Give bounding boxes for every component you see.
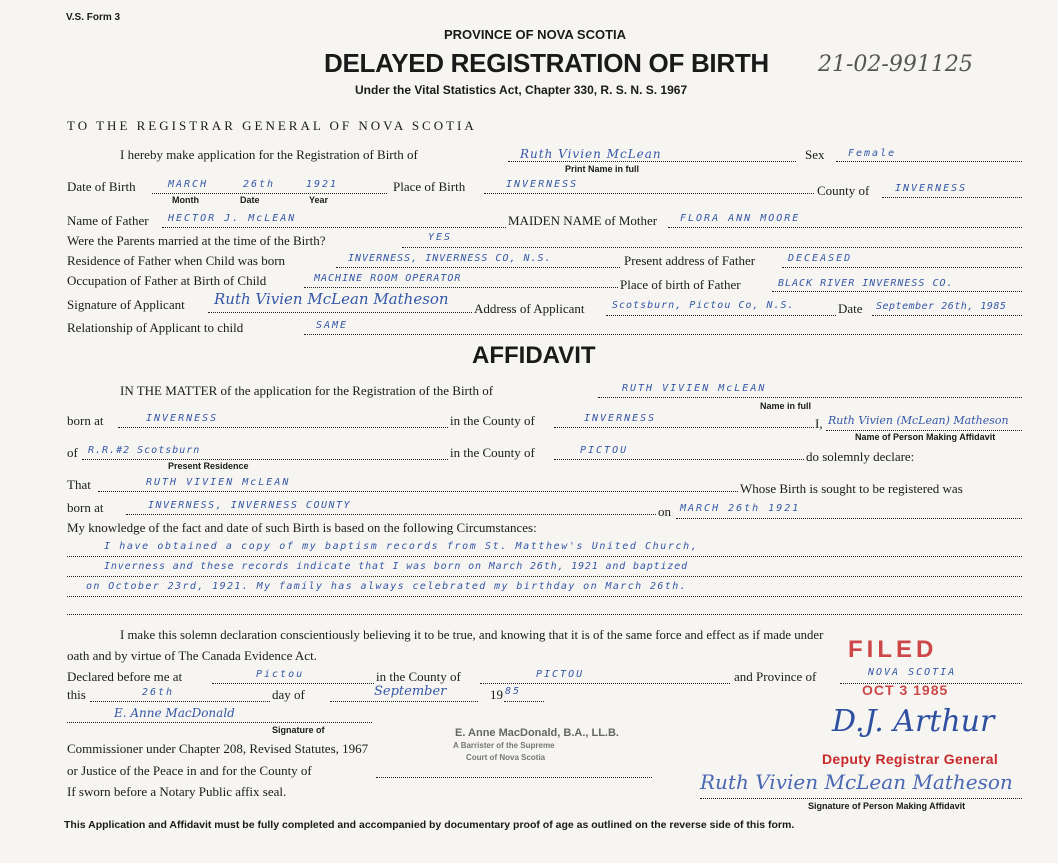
day-of-label: day of (272, 687, 305, 702)
day-value: 26th (142, 687, 175, 698)
circumstances-line-2: Inverness and these records indicate that I was born on March 26th, 1921 and baptized (104, 561, 688, 572)
father-birthplace-label: Place of birth of Father (620, 277, 741, 292)
affiant-name-value: Ruth Vivien (McLean) Matheson (828, 414, 1009, 427)
place-of-birth-label: Place of Birth (393, 179, 466, 194)
deputy-registrar-signature: D.J. Arthur (832, 704, 995, 739)
declaration-line-1: I make this solemn declaration conscientiously believing it to be true, and knowing that it is of the same force and effect as if made under (120, 628, 824, 642)
year-value: 85 (505, 686, 522, 697)
applicant-signature-label: Signature of Applicant (67, 297, 185, 312)
dob-year-value: 1921 (306, 179, 339, 190)
father-name-value: HECTOR J. McLEAN (168, 213, 297, 224)
circumstances-line-3: on October 23rd, 1921. My family has always celebrated my birthday on March 26th. (86, 581, 688, 592)
commissioner-label: Commissioner under Chapter 208, Revised Statutes, 1967 (67, 741, 369, 756)
that-value: RUTH VIVIEN McLEAN (146, 477, 291, 488)
barrister-stamp-name: E. Anne MacDonald, B.A., LL.B. (455, 727, 619, 739)
father-birthplace-value: BLACK RIVER INVERNESS CO. (778, 278, 954, 289)
province-label: and Province of (734, 669, 817, 684)
present-residence-caption: Present Residence (168, 461, 249, 471)
print-name-caption: Print Name in full (565, 164, 640, 174)
declared-before-value: Pictou (256, 669, 305, 680)
affidavit-heading: AFFIDAVIT (472, 342, 596, 369)
notary-label: If sworn before a Notary Public affix seal. (67, 784, 287, 799)
form-subtitle: Under the Vital Statistics Act, Chapter 330, R. S. N. S. 1967 (355, 83, 688, 97)
to-registrar-line: TO THE REGISTRAR GENERAL OF NOVA SCOTIA (67, 118, 477, 133)
on-value: MARCH 26th 1921 (680, 503, 801, 514)
applicant-address-value: Scotsburn, Pictou Co, N.S. (612, 300, 795, 311)
whose-birth-label: Whose Birth is sought to be registered was (740, 481, 963, 496)
sex-label: Sex (805, 147, 825, 162)
signature-of-caption: Signature of (272, 725, 325, 735)
father-present-address-label: Present address of Father (624, 253, 756, 268)
year-caption: Year (309, 195, 329, 205)
father-present-address-value: DECEASED (788, 253, 853, 264)
form-number: V.S. Form 3 (66, 12, 121, 23)
father-residence-label: Residence of Father when Child was born (67, 253, 286, 268)
form-title: DELAYED REGISTRATION OF BIRTH (324, 48, 769, 78)
filed-stamp: FILED (848, 636, 938, 663)
affiant-signature: Ruth Vivien McLean Matheson (700, 770, 1013, 794)
county-label: County of (817, 183, 870, 198)
dob-date-value: 26th (243, 179, 276, 190)
declared-before-label: Declared before me at (67, 669, 183, 684)
application-date-value: September 26th, 1985 (876, 301, 1007, 312)
month-value: September (374, 684, 447, 699)
commissioner-signature-value: E. Anne MacDonald (114, 706, 235, 720)
of-residence-value: R.R.#2 Scotsburn (88, 445, 201, 456)
name-in-full-caption: Name in full (760, 401, 812, 411)
in-county-label-3: in the County of (376, 669, 461, 684)
filed-date-stamp: OCT 3 1985 (862, 682, 949, 698)
parents-married-label: Were the Parents married at the time of the Birth? (67, 233, 326, 248)
county-value: INVERNESS (895, 183, 968, 194)
father-name-label: Name of Father (67, 213, 149, 228)
dob-month-value: MARCH (168, 179, 209, 190)
relationship-value: SAME (316, 320, 349, 331)
that-label: That (67, 477, 91, 492)
matter-value: RUTH VIVIEN McLEAN (622, 383, 767, 394)
applicant-address-label: Address of Applicant (474, 301, 585, 316)
mother-name-label: MAIDEN NAME of Mother (508, 213, 658, 228)
child-name-value: Ruth Vivien McLean (520, 147, 662, 161)
in-county-value-3: PICTOU (536, 669, 585, 680)
dob-label: Date of Birth (67, 179, 136, 194)
date-caption: Date (240, 195, 260, 205)
parents-married-value: YES (428, 232, 453, 243)
father-occupation-value: MACHINE ROOM OPERATOR (314, 273, 462, 284)
footer-note: This Application and Affidavit must be fully completed and accompanied by documentary proof of age as outlined on the reverse side of this form. (64, 819, 795, 831)
father-residence-value: INVERNESS, INVERNESS CO, N.S. (348, 253, 552, 264)
place-of-birth-value: INVERNESS (506, 179, 579, 190)
province-value: NOVA SCOTIA (868, 667, 957, 678)
born-at-value: INVERNESS (146, 413, 219, 424)
deputy-registrar-stamp: Deputy Registrar General (822, 751, 999, 767)
born-at-value-2: INVERNESS, INVERNESS COUNTY (148, 500, 352, 511)
barrister-stamp-line-2: A Barrister of the Supreme (453, 741, 555, 750)
in-county-label-2: in the County of (450, 445, 535, 460)
in-county-label: in the County of (450, 413, 535, 428)
of-label: of (67, 445, 78, 460)
province-heading: PROVINCE OF NOVA SCOTIA (444, 27, 627, 42)
month-caption: Month (172, 195, 199, 205)
this-label: this (67, 687, 86, 702)
born-at-label-2: born at (67, 500, 104, 515)
affiant-name-caption: Name of Person Making Affidavit (855, 432, 996, 442)
relationship-label: Relationship of Applicant to child (67, 320, 244, 335)
justice-label: or Justice of the Peace in and for the County of (67, 763, 312, 778)
year-prefix: 19 (490, 687, 503, 702)
born-at-label: born at (67, 413, 104, 428)
solemnly-declare-label: do solemnly declare: (806, 449, 915, 464)
registration-number: 21-02-991125 (818, 52, 973, 77)
applicant-signature-value: Ruth Vivien McLean Matheson (214, 290, 449, 308)
knowledge-label: My knowledge of the fact and date of such Birth is based on the following Circumstances: (67, 520, 537, 535)
circumstances-line-1: I have obtained a copy of my baptism records from St. Matthew's United Church, (104, 541, 699, 552)
barrister-stamp-line-3: Court of Nova Scotia (466, 753, 546, 762)
on-label: on (658, 504, 671, 519)
in-county-value: INVERNESS (584, 413, 657, 424)
in-county-value-2: PICTOU (580, 445, 629, 456)
mother-name-value: FLORA ANN MOORE (680, 213, 801, 224)
father-occupation-label: Occupation of Father at Birth of Child (67, 273, 267, 288)
matter-label: IN THE MATTER of the application for the Registration of the Birth of (120, 383, 494, 398)
application-date-label: Date (838, 301, 863, 316)
declaration-line-2: oath and by virtue of The Canada Evidence Act. (67, 648, 317, 663)
i-label: I, (815, 416, 823, 431)
intro-label: I hereby make application for the Registration of Birth of (120, 147, 418, 162)
affiant-signature-caption: Signature of Person Making Affidavit (808, 801, 966, 811)
sex-value: Female (848, 148, 897, 159)
